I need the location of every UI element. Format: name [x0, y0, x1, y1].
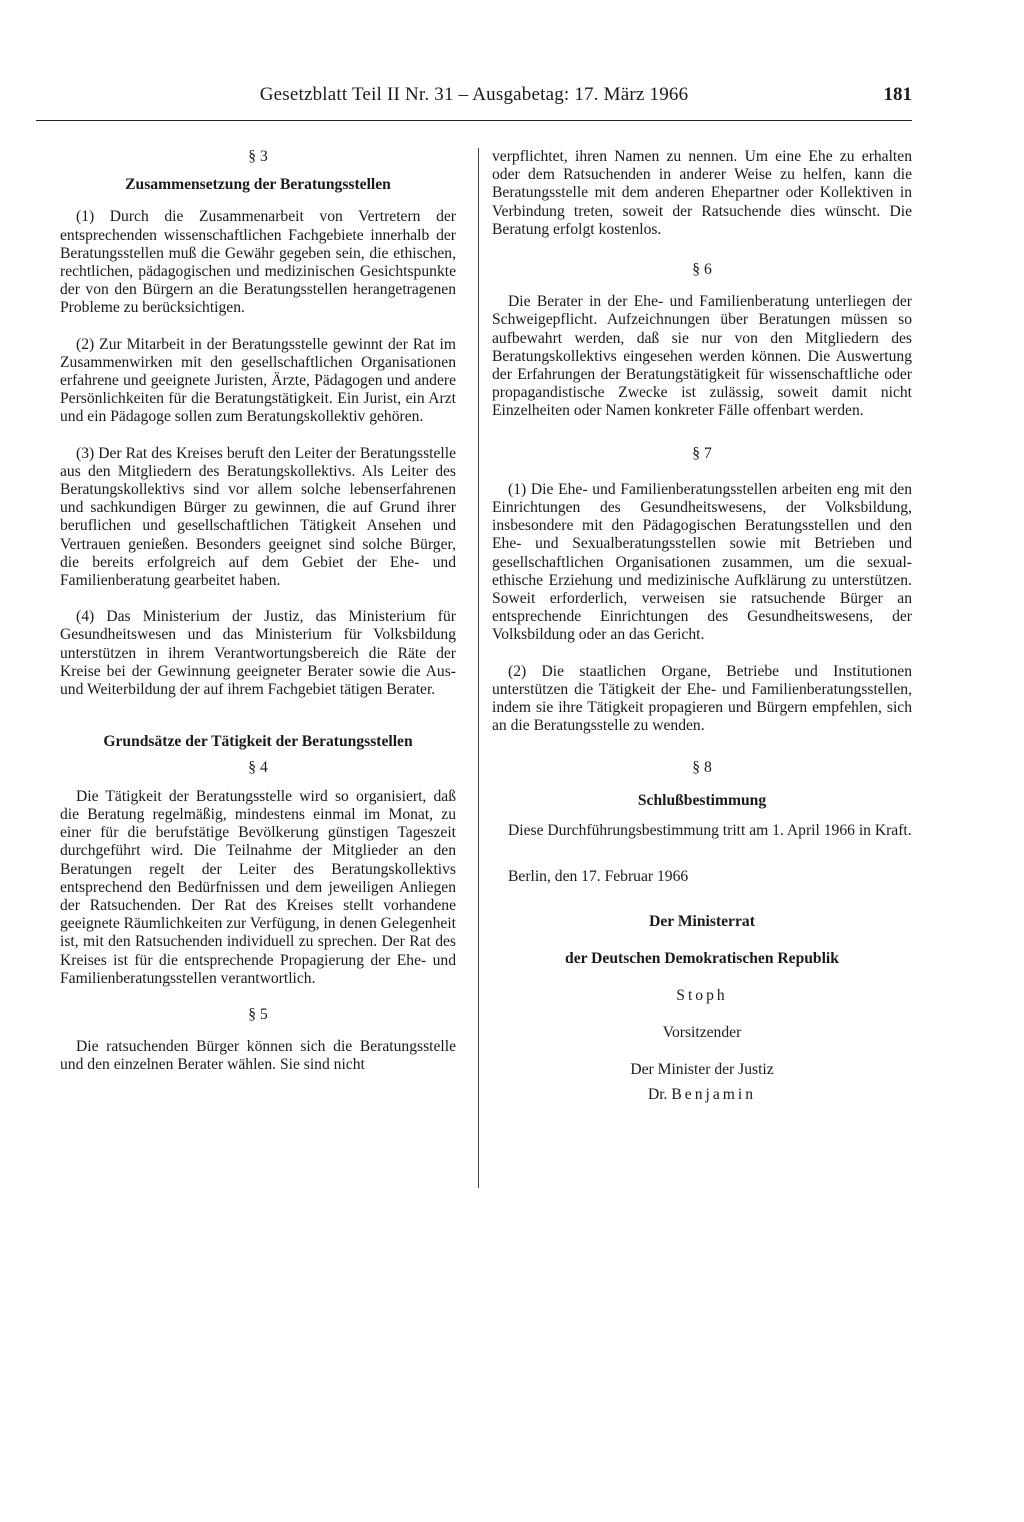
section-3-heading: Zusammensetzung der Beratungsstellen: [125, 176, 391, 194]
signer-2-name: Benjamin: [671, 1086, 757, 1104]
section-4-heading: Grundsätze der Tätigkeit der Beratungsstellen: [103, 733, 413, 751]
header-title: Gesetzblatt Teil II Nr. 31 – Ausgabetag: 17. März 1966: [259, 84, 689, 105]
section-3-paragraph-3: (3) Der Rat des Kreises beruft den Leiter der Beratungsstelle aus den Mitgliedern des Beratungskollektivs. Als Leiter des Beratungskollektivs sind vor allem solche lebenserfahrenen und sachkundigen Bürger zu gewinnen, die auf Grund ihrer beruflichen und gesellschaftlichen Tätigkeit Ansehen und Vertrauen genießen. Besonders geeignet sind solche Bürger, die bereits erfolgreich auf dem Gebiet der Ehe- und Familienberatung gearbeitet haben.: [60, 444, 456, 590]
section-8-label: § 8: [692, 759, 712, 777]
section-6-label: § 6: [692, 261, 712, 279]
issuing-body-line-2: der Deutschen Demokratischen Republik: [565, 950, 839, 968]
issuing-body-line-1: Der Ministerrat: [649, 913, 755, 931]
left-column: [60, 148, 456, 1093]
section-3-label: § 3: [248, 148, 268, 165]
section-6-paragraph-1: Die Berater in der Ehe- und Familienberatung unterliegen der Schweigepflicht. Aufzeichnungen über Beratungen müssen so aufbewahrt werden, daß sie nur von den Mitgliedern des Beratungskollektivs eingesehen werden können. Die Auswertung der Erfahrungen der Beratungstätigkeit für wissenschaftliche oder propagandistische Zwecke ist zulässig, soweit damit nicht Einzelheiten oder Namen konkreter Fälle offenbart werden.: [492, 293, 912, 420]
signer-2-title: Der Minister der Justiz: [630, 1061, 774, 1079]
right-column: [492, 148, 912, 1122]
signer-2-line: [492, 1085, 912, 1104]
section-8-heading: Schlußbestimmung: [637, 791, 767, 809]
page-number: 181: [883, 84, 912, 105]
section-3-paragraph-2: (2) Zur Mitarbeit in der Beratungsstelle gewinnt der Rat im Zusammenwirken mit den gesellschaftlichen Organisationen erfahrene und geeignete Juristen, Ärzte, Pädagogen und andere Persönlichkeiten für die Beratungstätigkeit. Ein Jurist, ein Arzt und ein Pädagoge sollen zum Beratungskollektiv gehören.: [60, 335, 456, 426]
signer-1-name: Stoph: [676, 987, 728, 1005]
section-7-paragraph-1: (1) Die Ehe- und Familienberatungsstellen arbeiten eng mit den Einrichtungen des Gesundheitswesens, der Volksbildung, insbesondere mit den Pädagogischen Beratungsstellen und den Ehe- und Sexualberatungsstellen sowie mit Betrieben und gesellschaftlichen Organisationen zusammen, um die sexual-ethische Erziehung und medizinische Aufklärung zu unterstützen. Soweit erforderlich, verweisen sie ratsuchende Bürger an entsprechende Einrichtungen des Gesundheitswesens, der Volksbildung oder an das Gericht.: [492, 480, 912, 644]
section-4-paragraph-1: Die Tätigkeit der Beratungsstelle wird so organisiert, daß die Beratung regelmäßig, mindestens einmal im Monat, zu einer für die berufstätige Bevölkerung günstigen Tageszeit durchgeführt wird. Die Teilnahme der Mitglieder an den Beratungen regelt der Leiter des Beratungskollektivs entsprechend den Bedürfnissen und dem jeweiligen Anliegen der Ratsuchenden. Der Rat des Kreises stellt vorhandene geeignete Räumlichkeiten zur Verfügung, in denen Gelegenheit ist, mit den Ratsuchenden individuell zu sprechen. Der Rat des Kreises ist für die entsprechende Propagierung der Ehe- und Familienberatungsstellen verantwortlich.: [60, 787, 456, 987]
section-5-continuation: verpflichtet, ihren Namen zu nennen. Um eine Ehe zu erhalten oder dem Ratsuchenden in anderer Weise zu helfen, kann die Beratungsstelle mit dem anderen Ehepartner oder Kollektiven in Verbindung treten, soweit der Ratsuchende dies wünscht. Die Beratung erfolgt kostenlos.: [492, 148, 912, 238]
section-5-label: § 5: [248, 1005, 268, 1023]
section-8-paragraph-1: Diese Durchführungsbestimmung tritt am 1. April 1966 in Kraft.: [508, 821, 912, 839]
section-4-label: § 4: [248, 759, 268, 777]
section-3-paragraph-4: (4) Das Ministerium der Justiz, das Ministerium für Gesundheitswesen und das Ministerium für Volksbildung unterstützen in ihrem Verantwortungsbereich die Räte der Kreise bei der Gewinnung geeigneter Berater sowie die Aus- und Weiterbildung der auf ihrem Fachgebiet tätigen Berater.: [60, 608, 456, 699]
header-rule: [36, 120, 912, 121]
place-date: Berlin, den 17. Februar 1966: [508, 868, 689, 886]
section-7-label: § 7: [692, 444, 712, 462]
page-header: [36, 84, 912, 112]
section-3-paragraph-1: (1) Durch die Zusammenarbeit von Vertretern der entsprechenden wissenschaftlichen Fachgebiete innerhalb der Beratungsstellen muß die Gewähr gegeben sein, die ethischen, rechtlichen, pädagogischen und medizinischen Gesichtspunkte der von den Bürgern an die Beratungsstellen herangetragenen Probleme zu berücksichtigen.: [60, 208, 456, 317]
section-5-paragraph-1: Die ratsuchenden Bürger können sich die Beratungsstelle und den einzelnen Berater wählen. Sie sind nicht: [60, 1038, 456, 1074]
column-divider: [478, 148, 479, 1188]
signer-1-title: Vorsitzender: [662, 1024, 742, 1042]
signer-2-prefix: Dr.: [647, 1086, 668, 1104]
section-7-paragraph-2: (2) Die staatlichen Organe, Betriebe und Institutionen unterstützen die Tätigkeit der Ehe- und Familienberatungsstellen, indem sie ihre Tätigkeit propagieren und Bürgern empfehlen, sich an die Beratungsstelle zu wenden.: [492, 662, 912, 735]
